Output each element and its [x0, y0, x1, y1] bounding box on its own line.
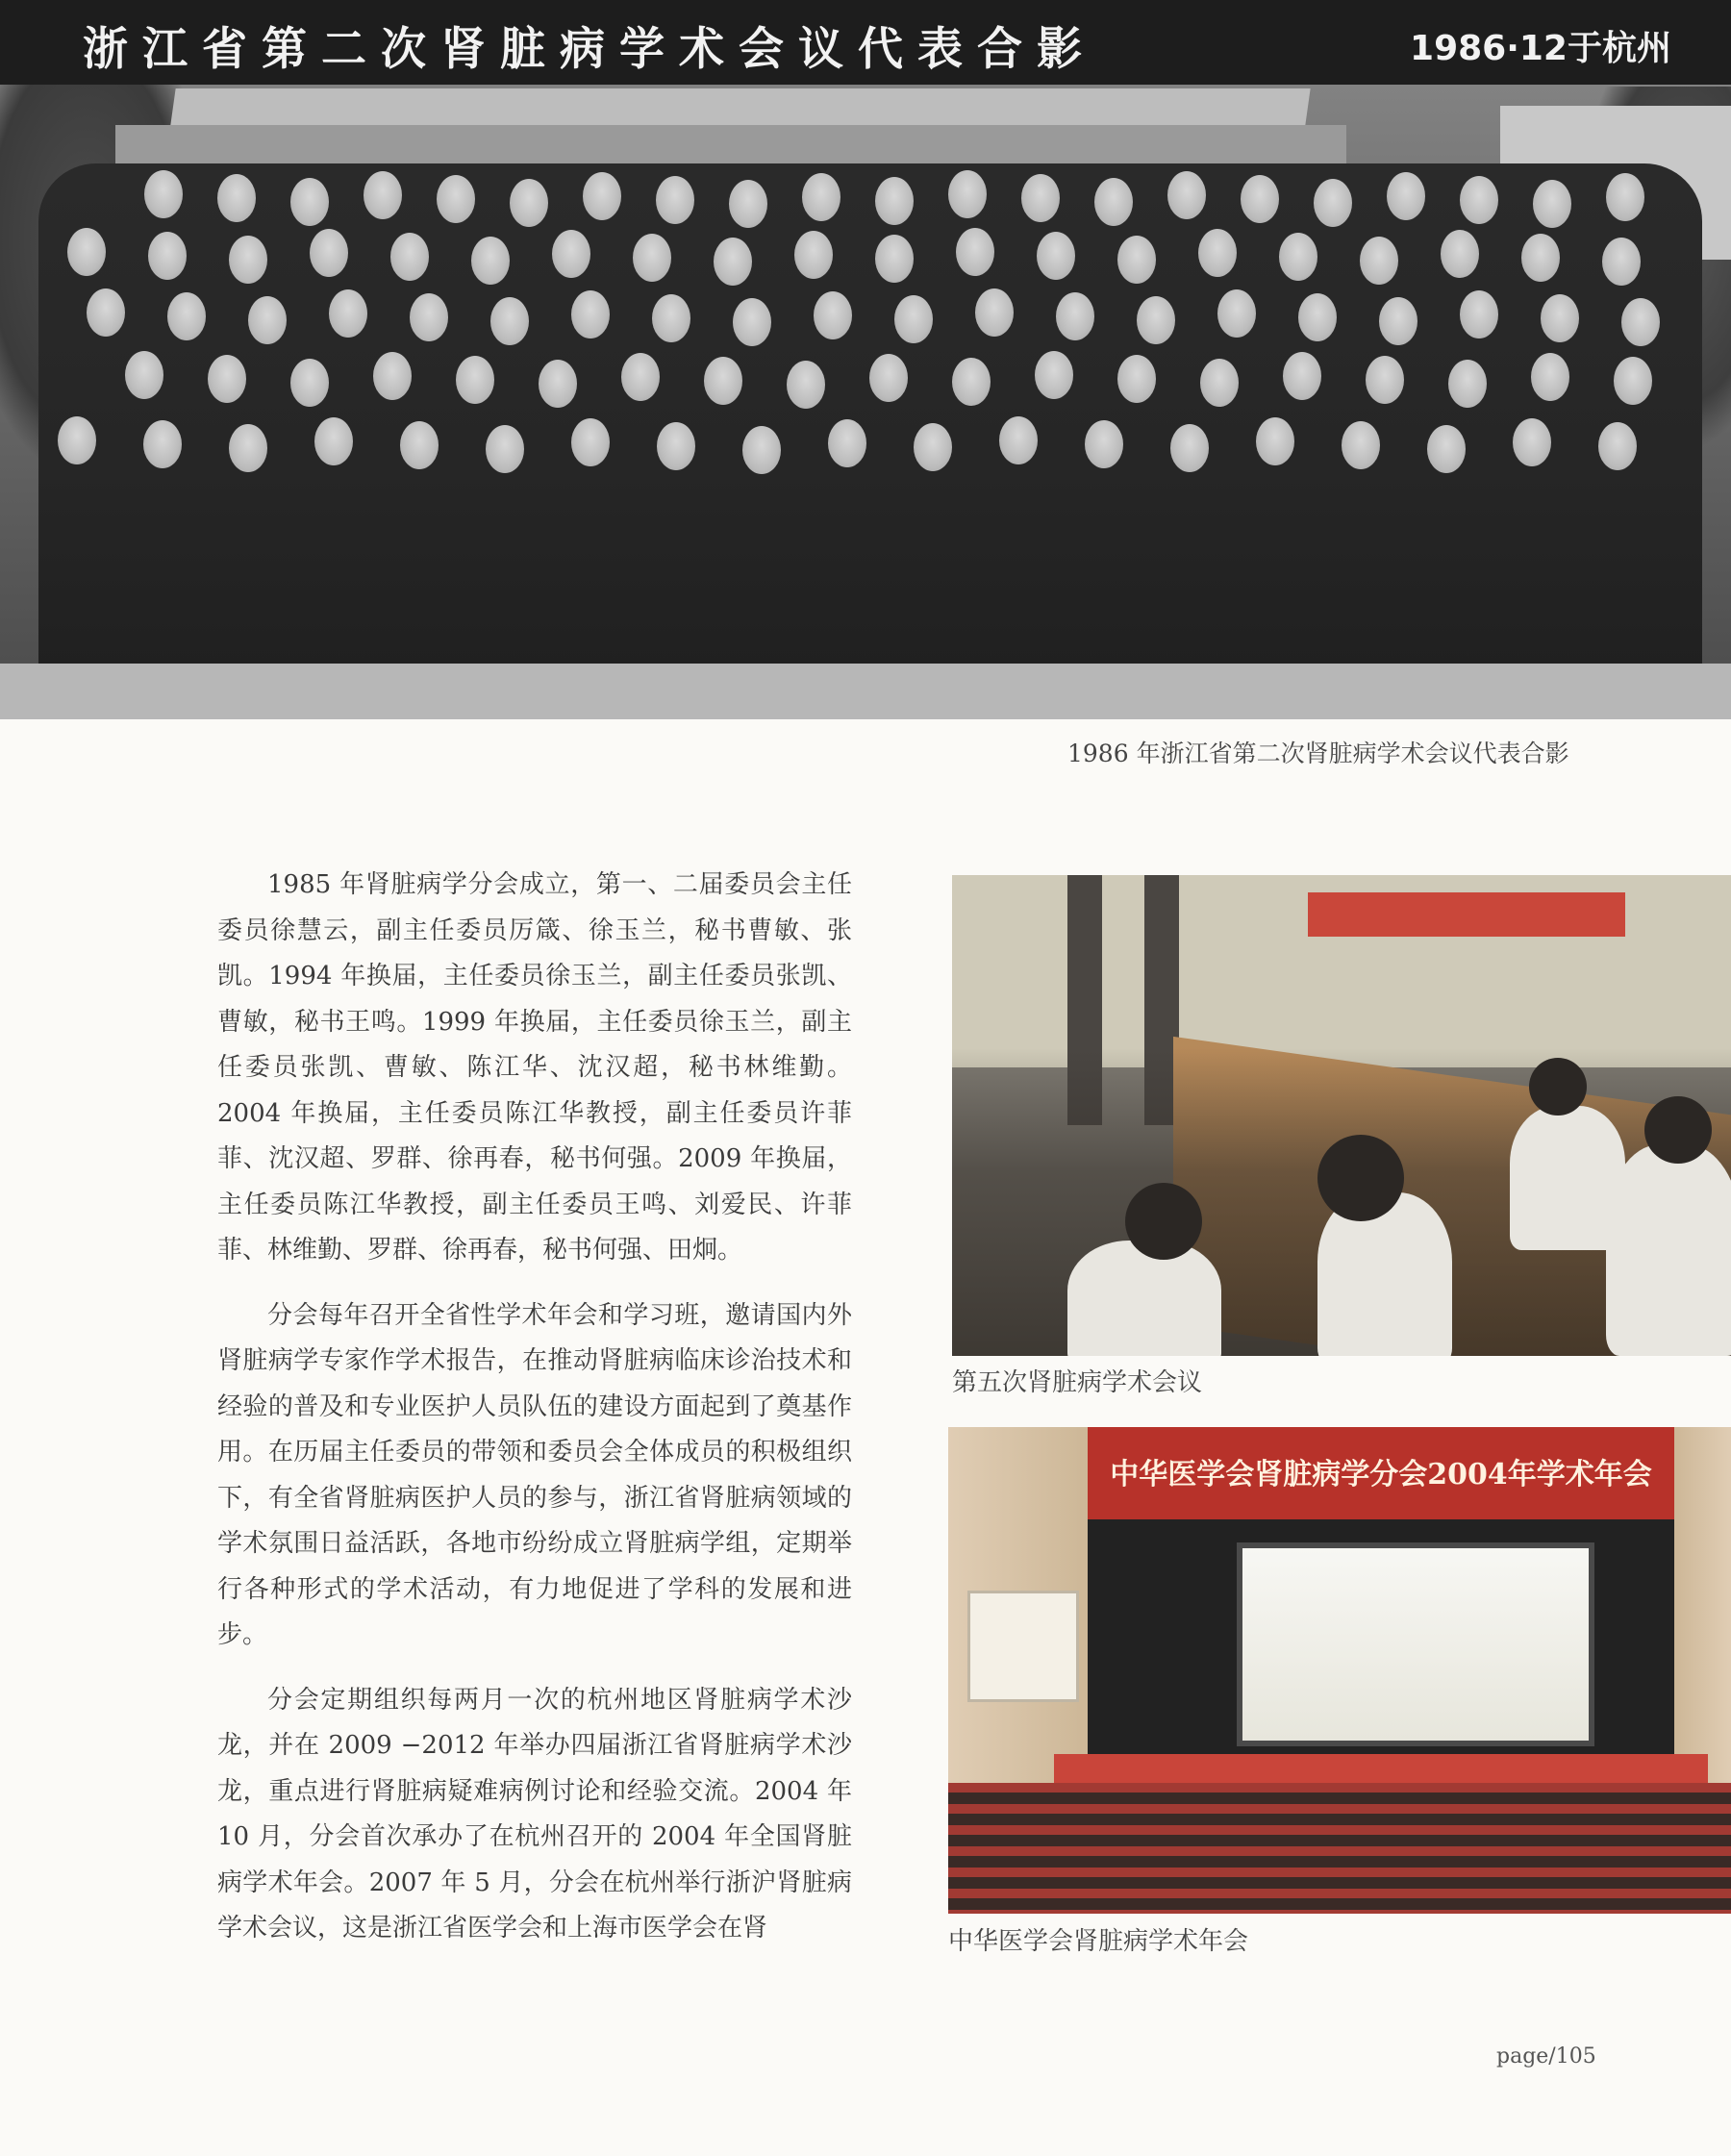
- photo-face: [742, 426, 781, 474]
- photo-banner-title: 浙江省第二次肾脏病学术会议代表合影: [83, 23, 1096, 76]
- photo-face: [148, 232, 187, 280]
- photo-face: [1035, 351, 1073, 399]
- photo-face: [948, 170, 987, 218]
- photo-face: [1598, 422, 1637, 470]
- photo-face: [208, 355, 246, 403]
- photo-face: [58, 416, 96, 464]
- photo-face: [1021, 174, 1060, 222]
- photo-banner: [1088, 1427, 1674, 1519]
- photo-face: [1117, 236, 1156, 284]
- photo-face: [733, 298, 771, 346]
- photo-face: [1170, 424, 1209, 472]
- photo-face: [310, 229, 348, 277]
- photo-face: [583, 172, 621, 220]
- photo-face: [1085, 420, 1123, 468]
- photo-face: [828, 419, 866, 467]
- photo-side-screen: [967, 1591, 1079, 1702]
- photo-attendee: [1317, 1192, 1452, 1356]
- photo-face: [87, 288, 125, 337]
- photo-face: [975, 288, 1014, 337]
- photo-face: [471, 237, 510, 285]
- auditorium-photo: [948, 1427, 1731, 1914]
- photo-face: [1441, 230, 1479, 278]
- photo-face: [1366, 356, 1404, 404]
- photo-face: [1448, 360, 1487, 408]
- photo-face: [1541, 294, 1579, 342]
- photo-face: [1198, 229, 1237, 277]
- photo-wall: [1674, 1427, 1731, 1792]
- photo-face: [571, 290, 610, 338]
- photo-face: [1256, 417, 1294, 465]
- meeting-photo-caption: 第五次肾脏病学术会议: [952, 1368, 1203, 1397]
- photo-face: [1360, 237, 1398, 285]
- photo-face: [552, 230, 590, 278]
- page-number: page/105: [1496, 2044, 1596, 2068]
- photo-attendee: [1067, 1241, 1221, 1356]
- photo-face: [1283, 352, 1321, 400]
- photo-face: [229, 424, 267, 472]
- photo-face: [290, 359, 329, 407]
- photo-face: [1521, 234, 1560, 282]
- group-photo-caption: 1986 年浙江省第二次肾脏病学术会议代表合影: [1067, 740, 1569, 767]
- photo-banner-date: 1986·12于杭州: [1410, 29, 1671, 68]
- photo-face: [486, 425, 524, 473]
- photo-attendee-head: [1317, 1135, 1404, 1221]
- photo-face: [364, 171, 402, 219]
- photo-face: [802, 173, 840, 221]
- photo-face: [704, 357, 742, 405]
- photo-face: [814, 291, 852, 339]
- photo-face: [67, 228, 106, 276]
- photo-face: [787, 361, 825, 409]
- photo-face: [437, 175, 475, 223]
- article-paragraph: 1985 年肾脏病学分会成立，第一、二届委员会主任委员徐慧云，副主任委员厉箴、徐玉兰，秘书曹敏、张凯。1994 年换届，主任委员徐玉兰，副主任委员张凯、曹敏，秘书王鸣。1999 年换届，主任委员徐玉兰，副主任委员张凯、曹敏、陈江华、沈汉超，秘书林维勤。2004 年换届，主任委员陈江华教授，副主任委员许菲菲、沈汉超、罗群、徐再春，秘书何强。2009 年换届，主任委员陈江华教授，副主任委员王鸣、刘爱民、许菲菲、林维勤、罗群、徐再春，秘书何强、田炯。: [217, 870, 852, 1265]
- photo-face: [1621, 298, 1660, 346]
- photo-face: [657, 422, 695, 470]
- photo-face: [794, 231, 833, 279]
- photo-banner-text: 中华医学会肾脏病学分会2004年学术年会: [1110, 1458, 1652, 1492]
- photo-face: [914, 423, 952, 471]
- photo-face: [729, 180, 767, 228]
- photo-face: [1427, 425, 1466, 473]
- meeting-photo: [952, 875, 1731, 1356]
- photo-projection-screen: [1237, 1542, 1594, 1746]
- photo-face: [633, 234, 671, 282]
- photo-face: [714, 238, 752, 286]
- photo-face: [1379, 297, 1417, 345]
- photo-face: [621, 353, 660, 401]
- group-photo: [0, 0, 1731, 719]
- photo-face: [1606, 173, 1644, 221]
- photo-face: [1298, 293, 1337, 341]
- photo-face: [539, 360, 577, 408]
- photo-banner: [0, 0, 1731, 85]
- photo-face: [125, 351, 163, 399]
- photo-face: [1387, 172, 1425, 220]
- photo-crowd: [38, 163, 1702, 712]
- photo-attendee-head: [1125, 1183, 1202, 1260]
- article-body: [217, 863, 852, 1971]
- photo-face: [1037, 232, 1075, 280]
- photo-face: [373, 352, 412, 400]
- photo-face: [999, 416, 1038, 464]
- photo-face: [1167, 171, 1206, 219]
- photo-face: [656, 176, 694, 224]
- photo-face: [490, 297, 529, 345]
- photo-face: [1614, 357, 1652, 405]
- photo-face: [1217, 289, 1256, 338]
- photo-face: [314, 417, 353, 465]
- photo-face: [1279, 233, 1317, 281]
- photo-face: [571, 418, 610, 466]
- photo-face: [1137, 296, 1175, 344]
- photo-face: [410, 293, 448, 341]
- photo-ground: [0, 664, 1731, 719]
- photo-face: [1117, 355, 1156, 403]
- auditorium-photo-caption: 中华医学会肾脏病学术年会: [948, 1927, 1249, 1956]
- photo-face: [290, 178, 329, 226]
- photo-face: [144, 170, 183, 218]
- photo-face: [1342, 421, 1380, 469]
- photo-banner: [1308, 892, 1625, 937]
- photo-face: [456, 356, 494, 404]
- photo-face: [143, 420, 182, 468]
- photo-face: [1533, 180, 1571, 228]
- article-paragraph: 分会每年召开全省性学术年会和学习班，邀请国内外肾脏病学专家作学术报告，在推动肾脏病临床诊治技术和经验的普及和专业医护人员队伍的建设方面起到了奠基作用。在历届主任委员的带领和委员会全体成员的积极组织下，有全省肾脏病医护人员的参与，浙江省肾脏病领域的学术氛围日益活跃，各地市纷纷成立肾脏病学组，定期举行各种形式的学术活动，有力地促进了学科的发展和进步。: [217, 1300, 852, 1649]
- photo-attendee-head: [1529, 1058, 1587, 1116]
- photo-face: [329, 289, 367, 338]
- photo-face: [875, 235, 914, 283]
- photo-face: [894, 295, 933, 343]
- photo-face: [875, 177, 914, 225]
- photo-face: [1056, 292, 1094, 340]
- photo-audience: [948, 1783, 1731, 1914]
- photo-face: [869, 354, 908, 402]
- photo-face: [1200, 359, 1239, 407]
- photo-face: [217, 174, 256, 222]
- photo-face: [1241, 175, 1279, 223]
- photo-face: [248, 296, 287, 344]
- photo-face: [1460, 290, 1498, 338]
- photo-building-roof: [170, 88, 1310, 125]
- photo-face: [1314, 179, 1352, 227]
- photo-face: [167, 292, 206, 340]
- photo-face: [956, 228, 994, 276]
- photo-face: [1531, 353, 1569, 401]
- photo-face: [229, 236, 267, 284]
- photo-attendee: [1606, 1144, 1731, 1356]
- photo-face: [952, 358, 991, 406]
- photo-face: [1094, 178, 1133, 226]
- photo-face: [1513, 418, 1551, 466]
- photo-face: [1460, 176, 1498, 224]
- photo-face: [390, 233, 429, 281]
- photo-face: [400, 421, 439, 469]
- photo-attendee-head: [1644, 1096, 1712, 1164]
- photo-face: [510, 179, 548, 227]
- photo-face: [652, 294, 690, 342]
- photo-face: [1602, 238, 1641, 286]
- article-paragraph: 分会定期组织每两月一次的杭州地区肾脏病学术沙龙，并在 2009 −2012 年举办四届浙江省肾脏病学术沙龙，重点进行肾脏病疑难病例讨论和经验交流。2004 年 10 月，分会首次承办了在杭州召开的 2004 年全国肾脏病学术年会。2007 年 5 月，分会在杭州举行浙沪肾脏病学术会议，这是浙江省医学会和上海市医学会在肾: [217, 1685, 852, 1943]
